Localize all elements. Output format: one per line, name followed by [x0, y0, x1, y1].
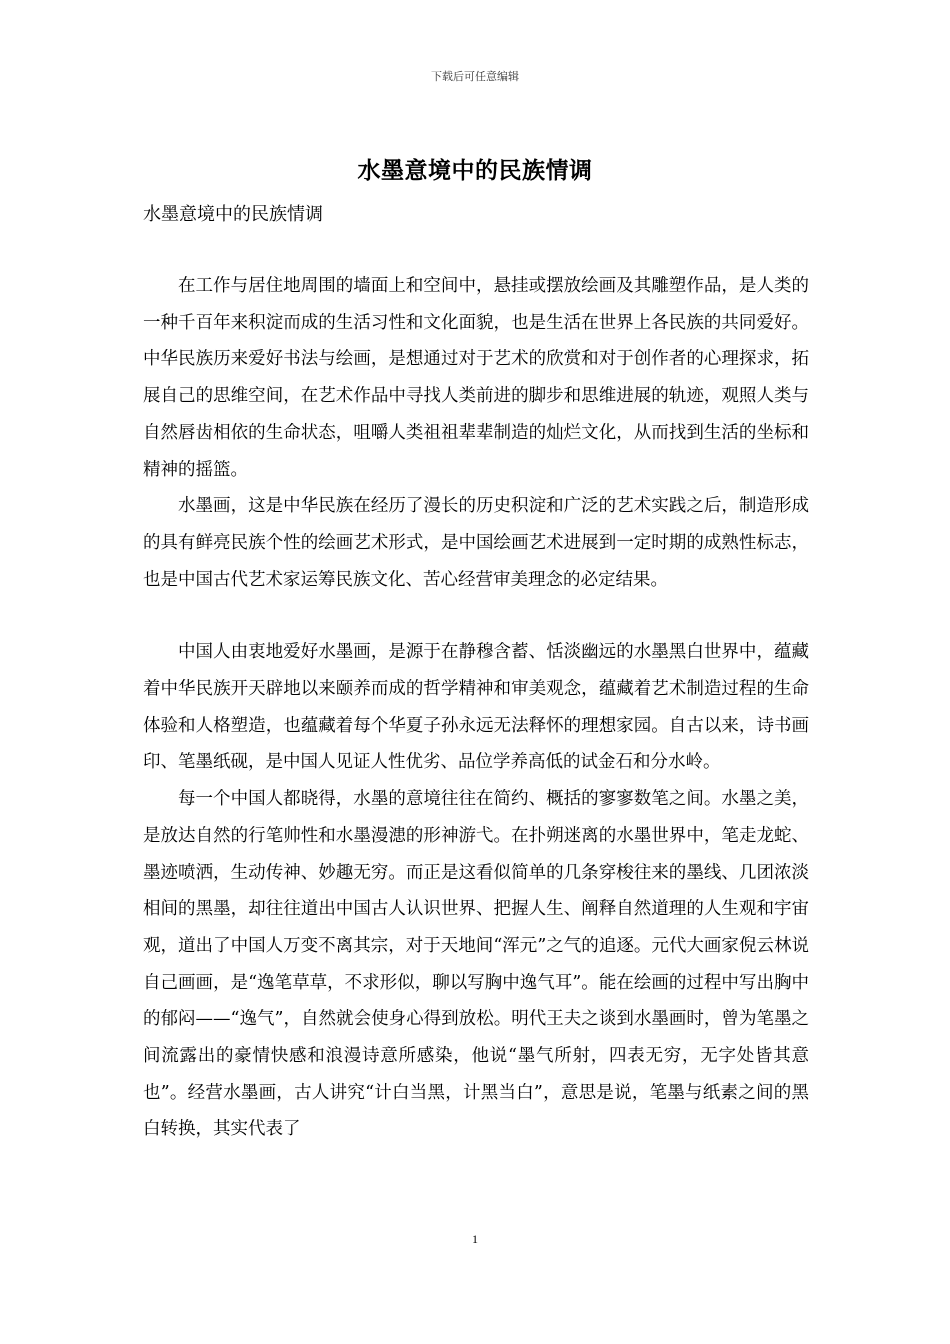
- body-paragraph: 在工作与居住地周围的墙面上和空间中，悬挂或摆放绘画及其雕塑作品，是人类的一种千百年来积淀而成的生活习性和文化面貌，也是生活在世界上各民族的共同爱好。中华民族历来爱好书法与绘画，是想通过对于艺术的欣赏和对于创作者的心理探求，拓展自己的思维空间，在艺术作品中寻找人类前进的脚步和思维进展的轨迹，观照人类与自然唇齿相依的生命状态，咀嚼人类祖祖辈辈制造的灿烂文化，从而找到生活的坐标和精神的摇篮。: [143, 276, 809, 480]
- body-paragraph: 中国人由衷地爱好水墨画，是源于在静穆含蓄、恬淡幽远的水墨黑白世界中，蕴藏着中华民族开天辟地以来颐养而成的哲学精神和审美观念，蕴藏着艺术制造过程的生命体验和人格塑造，也蕴藏着每个华夏子孙永远无法释怀的理想家园。自古以来，诗书画印、笔墨纸砚，是中国人见证人性优劣、品位学养高低的试金石和分水岭。: [143, 642, 809, 773]
- page-header-note: 下载后可任意编辑: [431, 70, 519, 83]
- document-body: [143, 268, 809, 1148]
- body-paragraph: 每一个中国人都晓得，水墨的意境往往在简约、概括的寥寥数笔之间。水墨之美，是放达自然的行笔帅性和水墨漫漶的形神游弋。在扑朔迷离的水墨世界中，笔走龙蛇、墨迹喷洒，生动传神、妙趣无穷。而正是这看似简单的几条穿梭往来的墨线、几团浓淡相间的黑墨，却往往道出中国古人认识世界、把握人生、阐释自然道理的人生观和宇宙观，道出了中国人万变不离其宗，对于天地间“浑元”之气的追逐。元代大画家倪云林说自己画画，是“逸笔草草，不求形似，聊以写胸中逸气耳”。能在绘画的过程中写出胸中的郁闷——“逸气”，自然就会使身心得到放松。明代王夫之谈到水墨画时，曾为笔墨之间流露出的豪情快感和浪漫诗意所感染，他说“墨气所射，四表无穷，无字处皆其意也”。经营水墨画，古人讲究“计白当黑，计黑当白”，意思是说，笔墨与纸素之间的黑白转换，其实代表了: [143, 789, 809, 1140]
- document-title: 水墨意境中的民族情调: [357, 157, 593, 184]
- body-paragraph: 水墨画，这是中华民族在经历了漫长的历史积淀和广泛的艺术实践之后，制造形成的具有鲜亮民族个性的绘画艺术形式，是中国绘画艺术进展到一定时期的成熟性标志，也是中国古代艺术家运筹民族文化、苦心经营审美理念的必定结果。: [143, 496, 809, 590]
- document-subtitle: 水墨意境中的民族情调: [143, 204, 323, 225]
- page-number: 1: [472, 1232, 478, 1246]
